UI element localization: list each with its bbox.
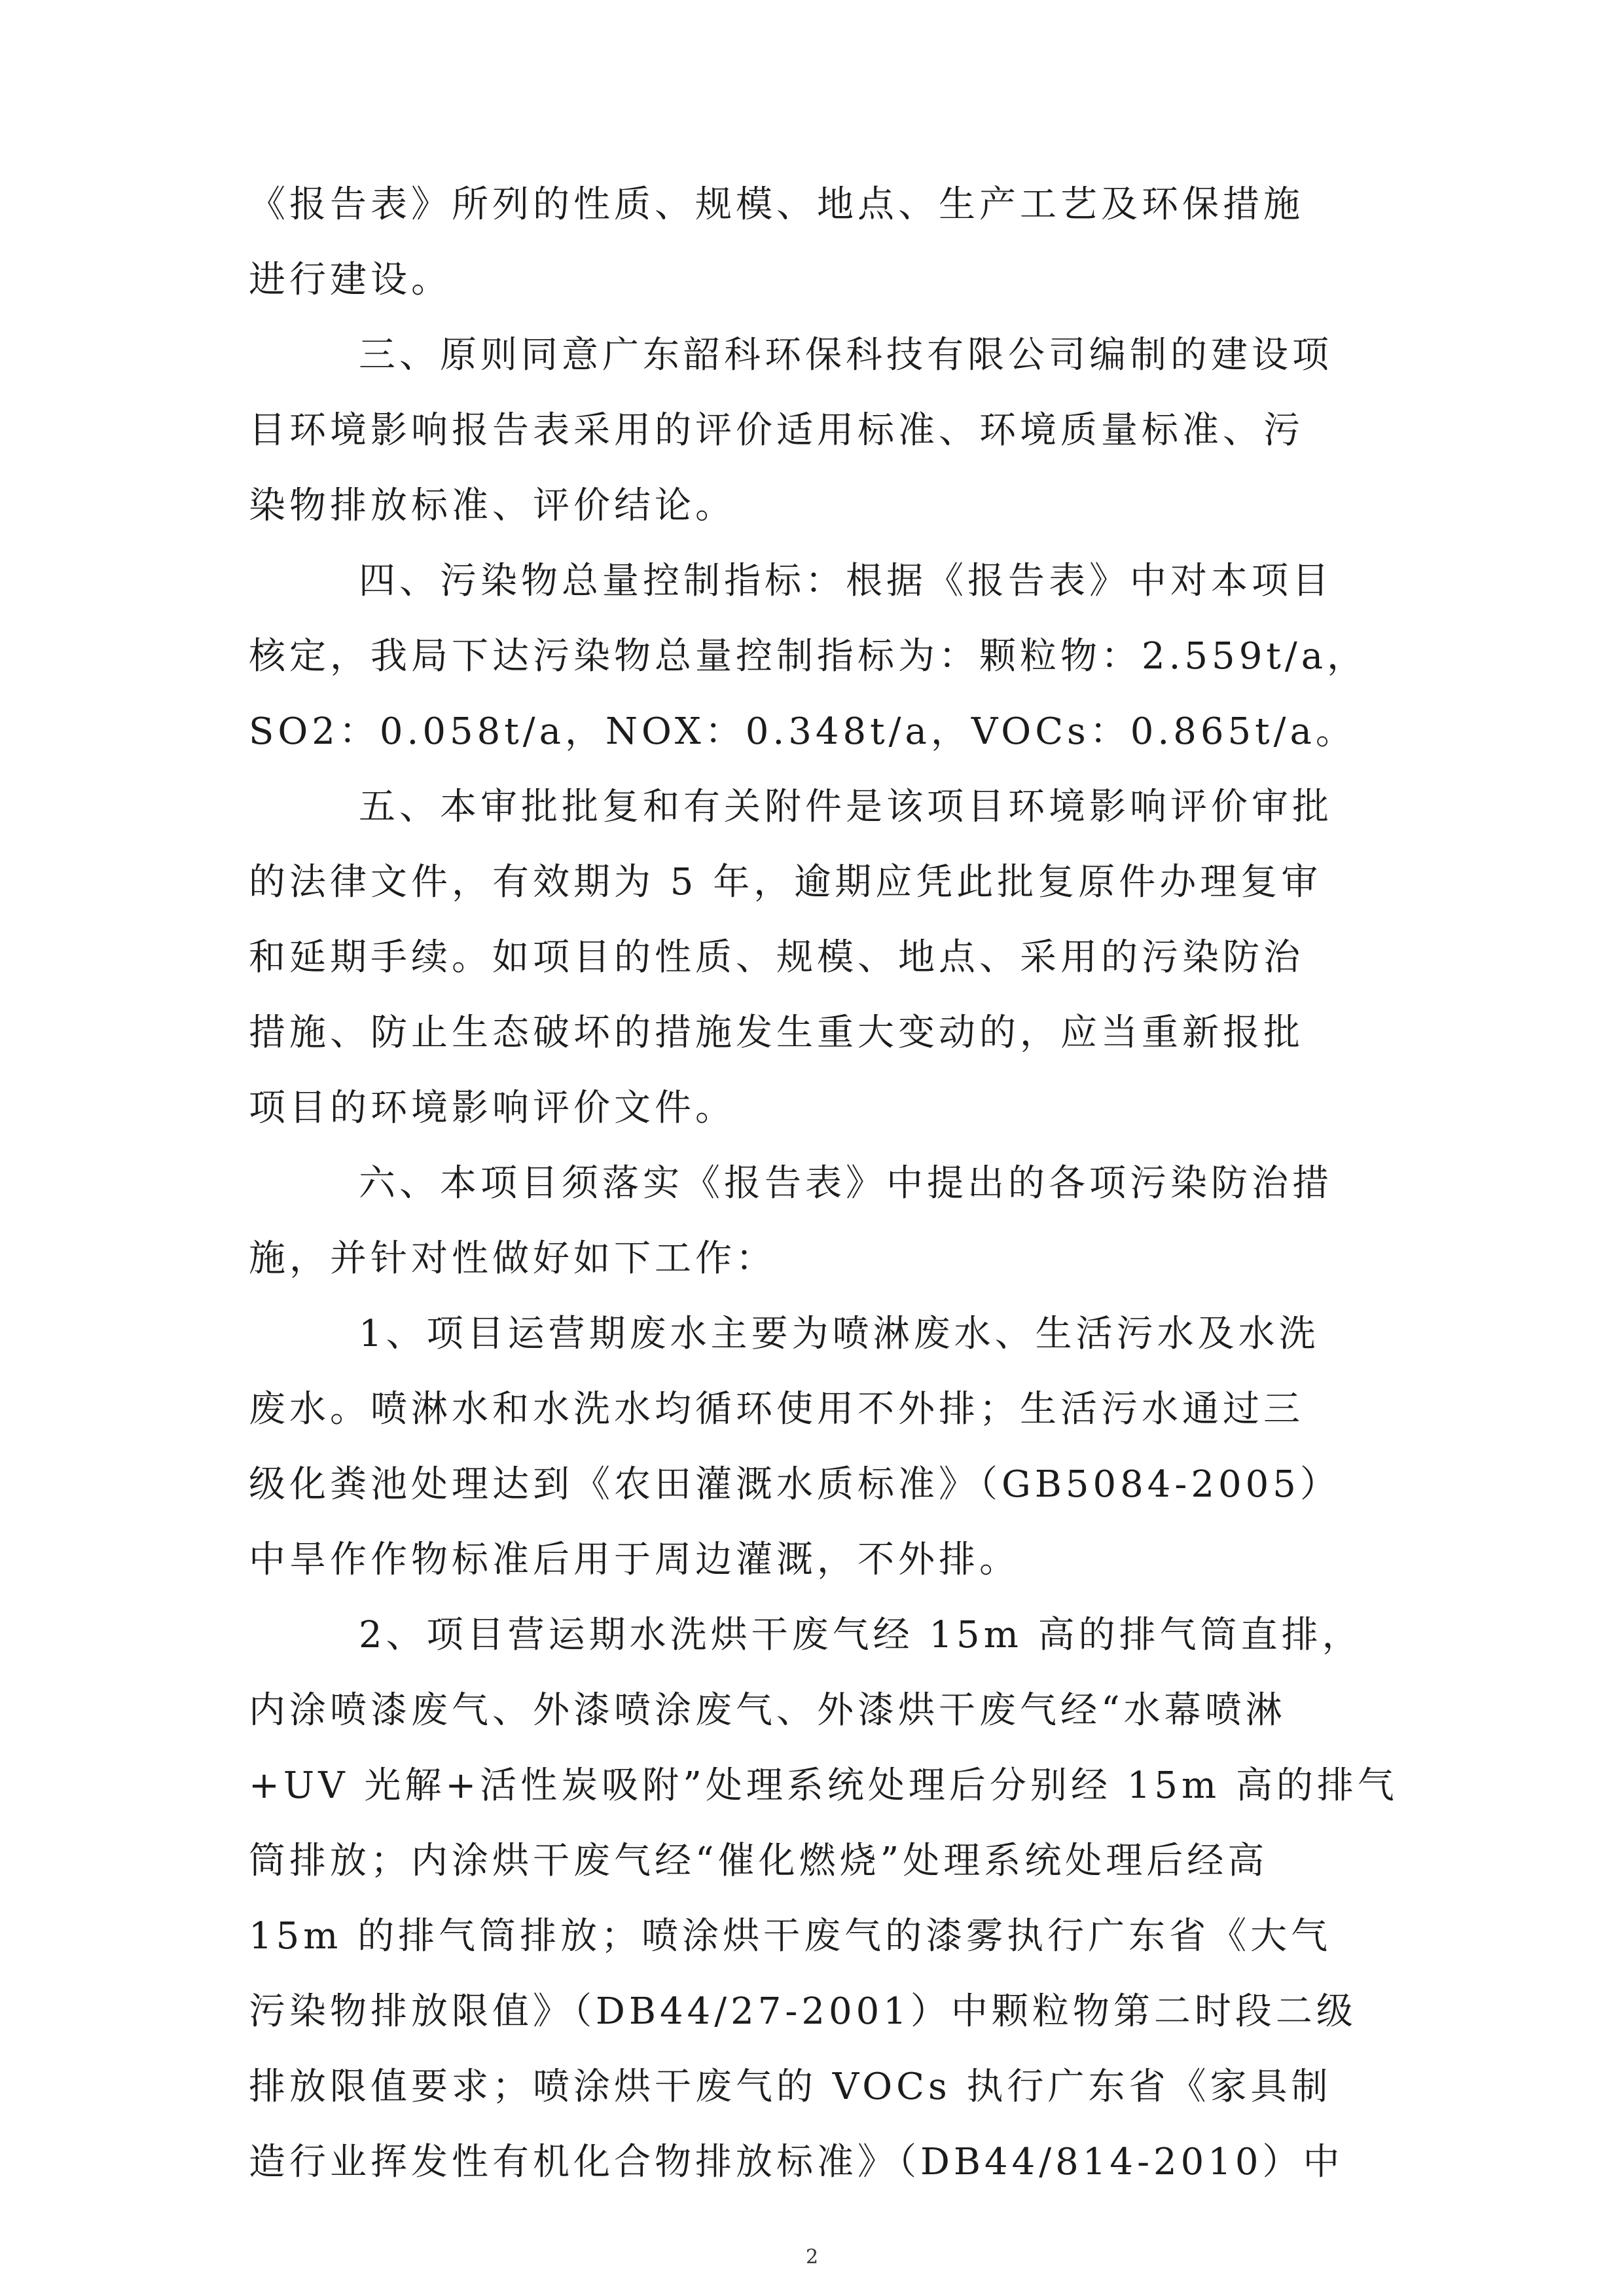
text-line: 染物排放标准、评价结论。 (249, 484, 736, 527)
text-line: 四、污染物总量控制指标：根据《报告表》中对本项目 (359, 560, 1333, 602)
text-line: 六、本项目须落实《报告表》中提出的各项污染防治措 (359, 1162, 1333, 1205)
text-line: 污染物排放限值》（DB44/27-2001）中颗粒物第二时段二级 (249, 1990, 1357, 2033)
text-line: 《报告表》所列的性质、规模、地点、生产工艺及环保措施 (249, 183, 1304, 226)
page-number: 2 (805, 2246, 819, 2269)
text-line: 目环境影响报告表采用的评价适用标准、环境质量标准、污 (249, 409, 1304, 452)
text-line: 和延期手续。如项目的性质、规模、地点、采用的污染防治 (249, 936, 1304, 979)
text-line: 15m 的排气筒排放；喷涂烘干废气的漆雾执行广东省《大气 (249, 1915, 1332, 1958)
text-line: +UV 光解+活性炭吸附”处理系统处理后分别经 15m 高的排气 (249, 1764, 1398, 1807)
text-line: 五、本审批批复和有关附件是该项目环境影响评价审批 (359, 786, 1333, 828)
text-line: 废水。喷淋水和水洗水均循环使用不外排；生活污水通过三 (249, 1388, 1304, 1430)
text-line: 排放限值要求；喷涂烘干废气的 VOCs 执行广东省《家具制 (249, 2066, 1332, 2108)
text-line: 措施、防止生态破坏的措施发生重大变动的，应当重新报批 (249, 1011, 1304, 1054)
text-line: 内涂喷漆废气、外漆喷涂废气、外漆烘干废气经“水幕喷淋 (249, 1689, 1286, 1732)
text-line: 筒排放；内涂烘干废气经“催化燃烧”处理系统处理后经高 (249, 1840, 1269, 1882)
text-line: 三、原则同意广东韶科环保科技有限公司编制的建设项 (359, 334, 1333, 376)
text-line: 进行建设。 (249, 259, 452, 301)
text-line: 的法律文件，有效期为 5 年，逾期应凭此批复原件办理复审 (249, 861, 1322, 903)
text-line: 级化粪池处理达到《农田灌溉水质标准》（GB5084-2005） (249, 1463, 1341, 1506)
text-line: 施，并针对性做好如下工作： (249, 1237, 776, 1280)
text-line: SO2：0.058t/a，NOX：0.348t/a，VOCs：0.865t/a。 (249, 710, 1356, 753)
text-line: 核定，我局下达污染物总量控制指标为：颗粒物：2.559t/a， (249, 635, 1368, 678)
text-line: 中旱作作物标准后用于周边灌溉，不外排。 (249, 1539, 1020, 1581)
text-line: 1、项目运营期废水主要为喷淋废水、生活污水及水洗 (359, 1313, 1320, 1355)
text-line: 造行业挥发性有机化合物排放标准》（DB44/814-2010）中 (249, 2141, 1344, 2183)
text-line: 项目的环境影响评价文件。 (249, 1087, 736, 1129)
text-line: 2、项目营运期水洗烘干废气经 15m 高的排气筒直排， (359, 1614, 1363, 1656)
